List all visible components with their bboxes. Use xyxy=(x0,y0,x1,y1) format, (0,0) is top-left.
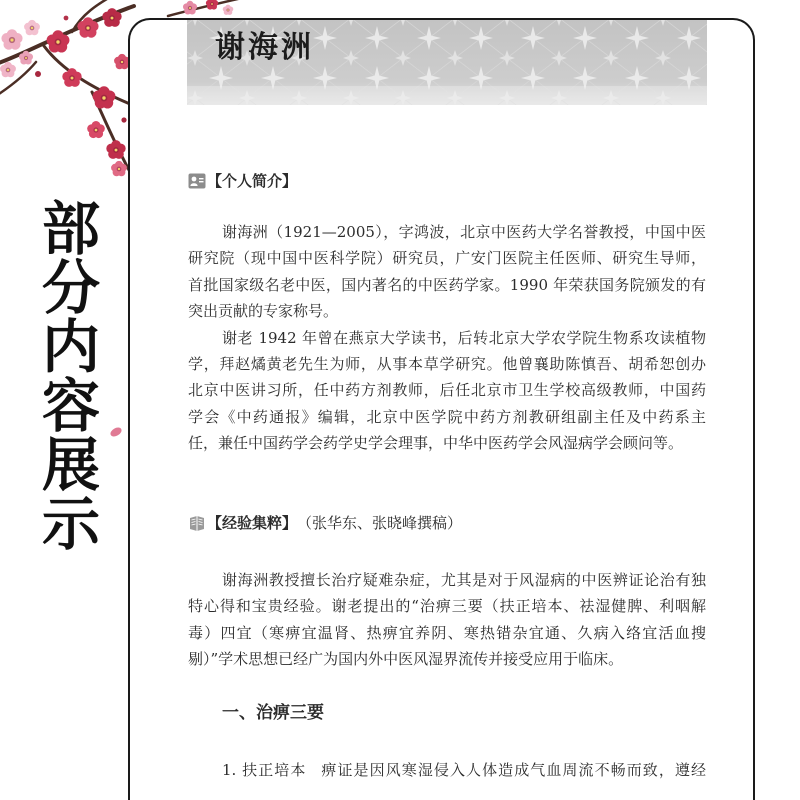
text-line: 突出贡献的专家称号。 xyxy=(188,302,339,321)
profile-section-heading xyxy=(188,171,297,191)
text-line: 研究院（现中国中医科学院）研究员，广安门医院主任医师、研究生导师， xyxy=(188,249,706,268)
experience-heading-text: 【经验集粹】 xyxy=(207,514,298,532)
text-line: 谢老 1942 年曾在燕京大学读书，后转北京大学农学院生物系攻读植物 xyxy=(222,328,706,347)
list-item-text: 痹证是因风寒湿侵入人体造成气血周流不畅而致，遵经 xyxy=(321,761,706,779)
list-item-label: 1. 扶正培本 xyxy=(222,761,307,779)
person-icon xyxy=(188,172,206,190)
list-item xyxy=(222,757,706,783)
profile-heading-text: 【个人简介】 xyxy=(207,172,298,190)
experience-section-heading xyxy=(188,513,462,533)
profile-text xyxy=(188,219,706,457)
book-page-frame xyxy=(128,18,755,800)
paragraph xyxy=(188,219,706,325)
book-icon xyxy=(188,514,206,532)
text-line: 谢海洲教授擅长治疗疑难杂症，尤其是对于风湿病的中医辨证论治有独 xyxy=(222,571,706,589)
author-byline: （张华东、张晓峰撰稿） xyxy=(297,514,463,532)
text-line: 学，拜赵燏黄老先生为师，从事本草学研究。他曾襄助陈慎吾、胡希恕创办 xyxy=(188,355,706,374)
text-line: 任，兼任中国药学会药学史学会理事，中华中医药学会风湿病学会顾问等。 xyxy=(188,434,684,453)
text-line: 谢海洲（1921—2005），字鸿波，北京中医药大学名誉教授，中国中医 xyxy=(222,223,706,241)
text-line: 首批国家级名老中医，国内著名的中医药学家。1990 年荣获国务院颁发的有 xyxy=(188,275,706,294)
text-line: 特心得和宝贵经验。谢老提出的“治痹三要（扶正培本、祛湿健脾、利咽解 xyxy=(188,597,706,616)
banner-title: 谢海洲 xyxy=(215,30,314,65)
text-line: 学会《中药通报》编辑，北京中医学院中药方剂教研组副主任及中药系主 xyxy=(188,407,706,426)
experience-text xyxy=(188,567,706,673)
title-banner xyxy=(187,20,707,105)
paragraph xyxy=(188,567,706,673)
paragraph xyxy=(188,325,706,457)
side-label: 部分内容展示 xyxy=(32,198,100,552)
subsection-title: 一、治痹三要 xyxy=(222,703,324,723)
text-line: 剔）”学术思想已经广为国内外中医风湿界流传并接受应用于临床。 xyxy=(188,650,624,669)
text-line: 毒）四宜（寒痹宜温肾、热痹宜养阴、寒热错杂宜通、久病入络宜活血搜 xyxy=(188,623,706,642)
text-line: 北京中医讲习所，任中药方剂教师，后任北京市卫生学校高级教师，中国药 xyxy=(188,381,706,400)
